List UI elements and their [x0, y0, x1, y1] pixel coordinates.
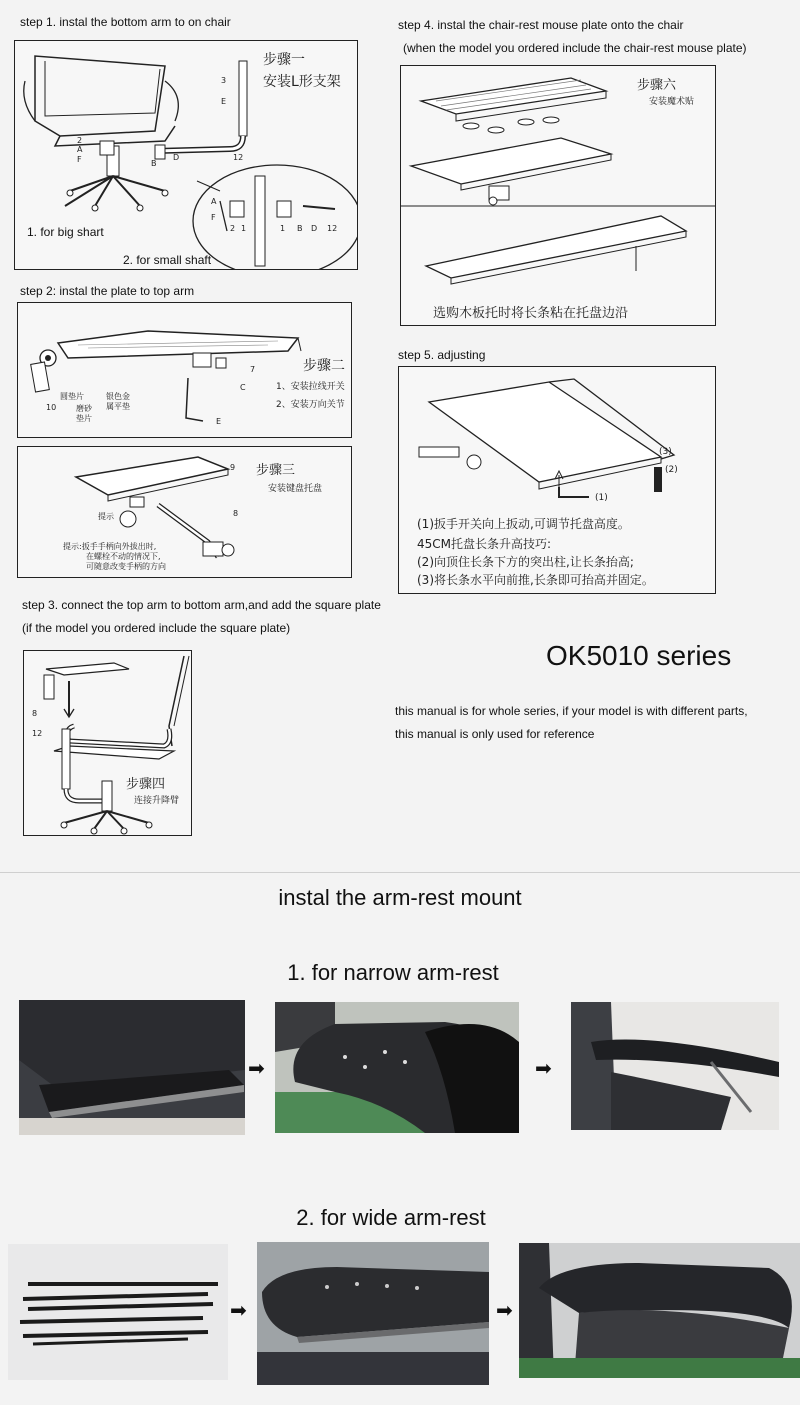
cn-pad4: 银色金 — [106, 392, 130, 401]
tip-line2: 在螺栓不动的情况下, — [86, 552, 161, 561]
label-2b: 2 — [230, 224, 236, 233]
step5-line2: 45CM托盘长条升高技巧: — [417, 537, 552, 551]
tip-line1: 提示:扳手手柄向外拔出时, — [63, 542, 157, 551]
step2-cn-line2: 2、安装万向关节 — [276, 400, 345, 410]
wide-photo-2 — [257, 1242, 489, 1385]
narrow-photo-2 — [275, 1002, 519, 1133]
section-divider — [0, 872, 800, 873]
arrow-right-icon: ➡ — [496, 1298, 513, 1322]
step1-diagram — [14, 40, 358, 270]
step4-cn-sub: 连接升降臂 — [134, 796, 180, 806]
label-7: 7 — [250, 365, 256, 374]
wide-heading: 2. for wide arm-rest — [296, 1205, 486, 1230]
step5-title: step 5. adjusting — [398, 348, 486, 362]
mark-3: (3) — [659, 447, 672, 457]
series-name: OK5010 series — [546, 640, 732, 671]
step5-line3: (2)向顶住长条下方的突出柱,让长条抬高; — [417, 555, 634, 569]
step1-cn-title: 步骤一 — [263, 52, 305, 68]
label-c: C — [240, 383, 246, 392]
label-f: F — [77, 155, 82, 164]
step3-title: step 3. connect the top arm to bottom arm,and add the square plate — [22, 598, 381, 612]
step6-cn-sub: 安装魔术贴 — [649, 97, 695, 107]
label-e-2: E — [216, 417, 222, 426]
label-8: 8 — [233, 509, 239, 518]
plate-diagram — [18, 303, 351, 437]
mark-1: (1) — [595, 493, 608, 503]
label-12b: 12 — [327, 224, 338, 233]
step5-diagram — [398, 366, 716, 594]
label-a2: A — [211, 197, 217, 206]
narrow-heading: 1. for narrow arm-rest — [287, 960, 499, 985]
label-1: 1 — [241, 224, 247, 233]
label-e: E — [221, 97, 227, 106]
cn-pad1: 圆垫片 — [60, 392, 84, 401]
mark-2: (2) — [665, 465, 678, 475]
step5-line1: (1)扳手开关向上扳动,可调节托盘高度。 — [417, 517, 630, 531]
narrow-photo-1 — [19, 1000, 245, 1135]
tip-label: 提示 — [98, 512, 114, 521]
keyboard-tray-diagram — [18, 447, 351, 577]
label-12c: 12 — [32, 729, 43, 738]
label-9: 9 — [230, 463, 236, 472]
connect-arm-diagram — [24, 651, 191, 835]
series-note1: this manual is for whole series, if your model is with different parts, — [395, 704, 748, 718]
label-d: D — [173, 153, 180, 162]
arrow-right-icon: ➡ — [535, 1056, 552, 1080]
step3-diagram — [23, 650, 192, 836]
step4-cn-bottom: 选购木板托时将长条粘在托盘边沿 — [433, 306, 629, 321]
label-b2: B — [297, 224, 303, 233]
wide-photo-1 — [8, 1244, 228, 1380]
arrow-right-icon: ➡ — [248, 1056, 265, 1080]
label-10: 10 — [46, 403, 57, 412]
step3-subtitle: (if the model you ordered include the square plate) — [22, 621, 291, 635]
narrow-photo-3 — [571, 1002, 779, 1130]
armrest-heading: instal the arm-rest mount — [278, 885, 522, 910]
step2-cn-line1: 1、安装拉线开关 — [276, 382, 345, 392]
step6-cn-title: 步骤六 — [637, 78, 677, 93]
step2-title: step 2: instal the plate to top arm — [20, 284, 195, 298]
label-3: 3 — [221, 76, 227, 85]
label-f2: F — [211, 213, 216, 222]
label-2: 2 — [77, 136, 83, 145]
label-1b: 1 — [280, 224, 286, 233]
label-12: 12 — [233, 153, 244, 162]
step4-subtitle: (when the model you ordered include the chair-rest mouse plate) — [403, 41, 747, 55]
big-shaft-label: 1. for big shart — [27, 225, 104, 239]
series-note2: this manual is only used for reference — [395, 727, 595, 741]
step3-cn-title: 步骤三 — [256, 463, 296, 478]
label-b: B — [151, 159, 157, 168]
step4-diagram — [400, 65, 716, 326]
step2-diagram — [17, 302, 352, 438]
arrow-right-icon: ➡ — [230, 1298, 247, 1322]
step3-cn-sub: 安装键盘托盘 — [268, 484, 323, 494]
step3-keyboard-diagram — [17, 446, 352, 578]
label-8b: 8 — [32, 709, 38, 718]
cn-pad2: 磨砂 — [76, 404, 92, 413]
step5-line4: (3)将长条水平向前推,长条即可抬高并固定。 — [417, 573, 654, 587]
wide-photo-3 — [519, 1243, 800, 1378]
cn-pad5: 属平垫 — [106, 402, 130, 411]
step4-cn-title: 步骤四 — [126, 777, 166, 792]
step4-title: step 4. instal the chair-rest mouse plate onto the chair — [398, 18, 684, 32]
tip-line3: 可随意改变手柄的方向 — [86, 562, 166, 571]
step1-title: step 1. instal the bottom arm to on chair — [20, 15, 231, 29]
step1-cn-sub: 安装L形支架 — [263, 74, 341, 90]
label-d2: D — [311, 224, 318, 233]
cn-pad3: 垫片 — [76, 414, 92, 423]
small-shaft-label: 2. for small shaft — [123, 253, 212, 267]
label-a: A — [77, 145, 83, 154]
step2-cn-title: 步骤二 — [303, 358, 345, 374]
